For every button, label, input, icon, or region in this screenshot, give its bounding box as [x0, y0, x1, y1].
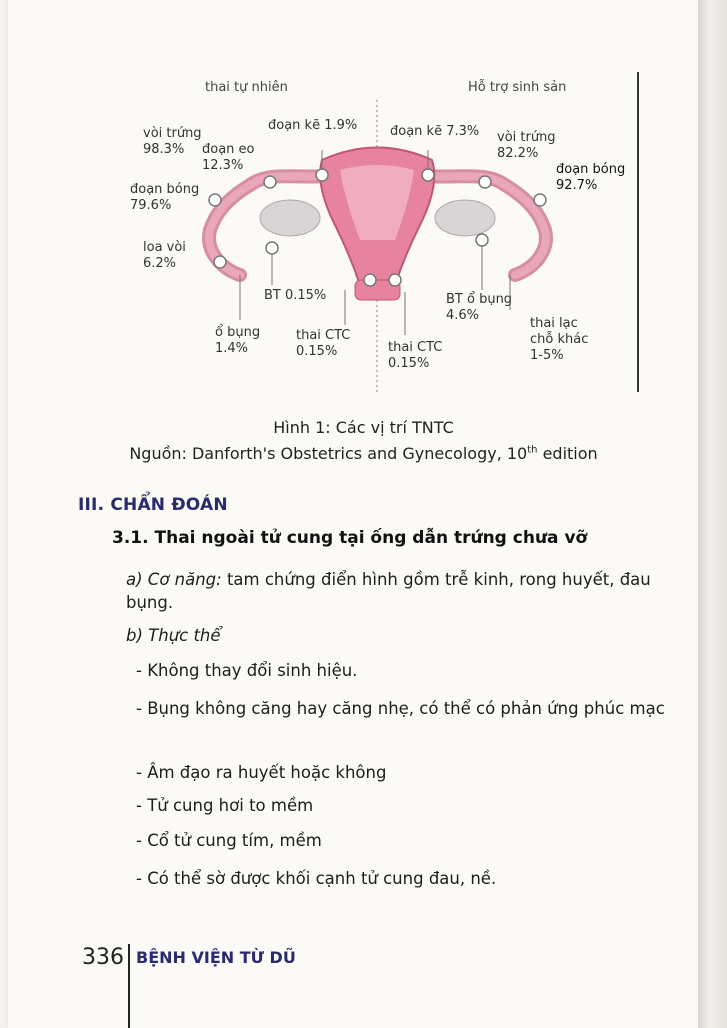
- figure-caption: Hình 1: Các vị trí TNTC: [273, 418, 454, 437]
- label-bt: BT 0.15%: [264, 288, 327, 303]
- label-voi-trung-left: vòi trứng 98.3%: [143, 126, 202, 157]
- label-doan-eo: đoạn eo 12.3%: [202, 142, 255, 173]
- label-thai-lac: thai lạc chỗ khác 1-5%: [530, 316, 589, 363]
- bullet-item: - Cổ tử cung tím, mềm: [136, 831, 322, 850]
- paragraph-a: a) Cơ năng: tam chứng điển hình gồm trễ kinh, rong huyết, đau bụng.: [126, 570, 651, 612]
- figure-right-rule: [637, 72, 639, 392]
- ectopic-sites-figure: [0, 0, 727, 400]
- figure-source: Nguồn: Danforth's Obstetrics and Gynecology, 10th edition: [129, 444, 598, 463]
- page-number: 336: [82, 945, 124, 970]
- bullet-item: - Tử cung hơi to mềm: [136, 796, 314, 815]
- bullet-item: - Có thể sờ được khối cạnh tử cung đau, nề.: [136, 869, 497, 888]
- header-natural: thai tự nhiên: [205, 80, 288, 95]
- paragraph-b-label: b) Thực thể: [126, 626, 221, 645]
- uterus-illustration: [0, 0, 727, 400]
- label-bt-o-bung: BT ổ bụng 4.6%: [446, 292, 513, 323]
- subsection-heading: 3.1. Thai ngoài tử cung tại ống dẫn trứng chưa vỡ: [112, 528, 588, 548]
- bullet-item: - Âm đạo ra huyết hoặc không: [136, 763, 387, 782]
- label-loa-voi: loa vòi 6.2%: [143, 240, 186, 271]
- label-voi-trung-right: vòi trứng 82.2%: [497, 130, 556, 161]
- label-thai-ctc-left: thai CTC 0.15%: [296, 328, 351, 359]
- bullet-item: - Không thay đổi sinh hiệu.: [136, 661, 358, 680]
- header-assisted: Hỗ trợ sinh sản: [468, 80, 567, 95]
- label-doan-bong-left: đoạn bóng 79.6%: [130, 182, 200, 213]
- section-heading: III. CHẨN ĐOÁN: [78, 495, 228, 515]
- label-doan-ke-left: đoạn kẽ 1.9%: [268, 118, 358, 133]
- label-doan-ke-right: đoạn kẽ 7.3%: [390, 124, 480, 139]
- bullet-item: - Bụng không căng hay căng nhẹ, có thể có phản ứng phúc mạc: [136, 699, 665, 718]
- footer-divider: [128, 944, 130, 1028]
- footer-hospital-name: BỆNH VIỆN TỪ DŨ: [136, 948, 296, 967]
- label-doan-bong-right: đoạn bóng 92.7%: [556, 162, 626, 193]
- label-o-bung-left: ổ bụng 1.4%: [215, 325, 261, 356]
- label-thai-ctc-right: thai CTC 0.15%: [388, 340, 443, 371]
